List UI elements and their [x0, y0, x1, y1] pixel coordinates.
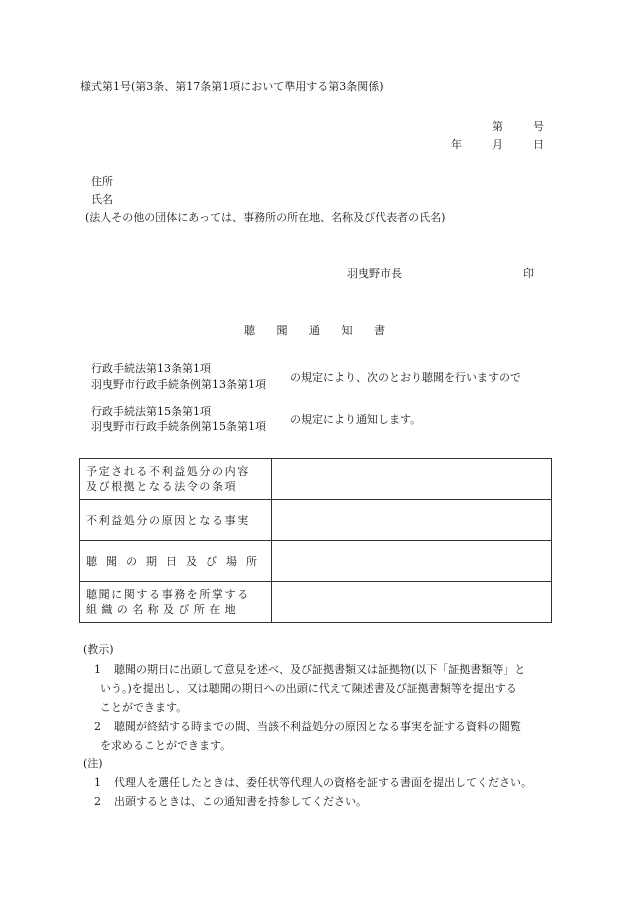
law-reference-2b: 羽曳野市行政手続条例第15条第1項 — [91, 420, 266, 433]
law-reference-2a: 行政手続法第15条第1項 — [91, 405, 211, 418]
note-item-2: 2 出頭するときは、この通知書を持参してください。 — [94, 795, 367, 808]
title-char: 通 — [309, 324, 321, 337]
number-prefix: 第 — [492, 120, 503, 133]
day-label: 日 — [533, 138, 544, 151]
title-char: 知 — [341, 324, 354, 337]
document-number — [492, 120, 544, 134]
title-char: 聞 — [276, 324, 289, 337]
hearing-details-table — [79, 458, 552, 623]
row-label-facts: 不利益処分の原因となる事実 — [80, 500, 272, 541]
disposition-value-field[interactable] — [271, 459, 551, 500]
instruction-item-1-line-3: ことができます。 — [100, 701, 188, 714]
form-label: 様式第1号(第3条、第17条第1項において準用する第3条関係) — [80, 80, 384, 93]
notes-heading: (注) — [83, 757, 103, 770]
month-label: 月 — [492, 138, 503, 151]
table-row — [80, 582, 552, 623]
law-text-1: の規定により、次のとおり聴聞を行いますので — [290, 371, 521, 384]
instruction-item-2-line-2: を求めることができます。 — [100, 739, 232, 752]
corporate-note: (法人その他の団体にあっては、事務所の所在地、名称及び代表者の氏名) — [85, 211, 446, 224]
law-reference-1a: 行政手続法第13条第1項 — [91, 362, 211, 375]
table-row — [80, 500, 552, 541]
facts-value-field[interactable] — [271, 500, 551, 541]
organization-value-field[interactable] — [271, 582, 551, 623]
row-label-date-place: 聴聞の期日及び場所 — [80, 541, 272, 582]
recipient-name-label: 氏名 — [91, 193, 113, 206]
row-label-organization: 聴聞に関する事務を所掌する 組織の名称及び所在地 — [80, 582, 272, 623]
title-char: 書 — [374, 324, 386, 337]
issue-date — [451, 138, 544, 152]
year-label: 年 — [451, 138, 462, 151]
document-title — [0, 322, 630, 338]
note-item-1: 1 代理人を選任したときは、委任状等代理人の資格を証する書面を提出してください。 — [94, 776, 532, 789]
date-place-value-field[interactable] — [271, 541, 551, 582]
instruction-item-2: 2 聴聞が終結する時までの間、当該不利益処分の原因となる事実を証する資料の閲覧 — [94, 720, 521, 733]
instructions-heading: (教示) — [83, 643, 114, 656]
instruction-item-1: 1 聴聞の期日に出頭して意見を述べ、及び証拠書類又は証拠物(以下「証拠書類等」と — [94, 663, 526, 676]
table-row — [80, 541, 552, 582]
title-char: 聴 — [244, 324, 256, 337]
instruction-item-1-line-2: いう。)を提出し、又は聴聞の期日への出頭に代えて陳述書及び証拠書類等を提出する — [100, 682, 517, 695]
row-label-disposition: 予定される不利益処分の内容 及び根拠となる法令の条項 — [80, 459, 272, 500]
table-row — [80, 459, 552, 500]
number-suffix: 号 — [533, 120, 544, 133]
seal-mark: 印 — [523, 267, 534, 280]
law-reference-1b: 羽曳野市行政手続条例第13条第1項 — [91, 378, 266, 391]
recipient-address-label: 住所 — [91, 175, 113, 188]
issuer-mayor: 羽曳野市長 — [347, 267, 402, 280]
law-text-2: の規定により通知します。 — [290, 413, 422, 426]
